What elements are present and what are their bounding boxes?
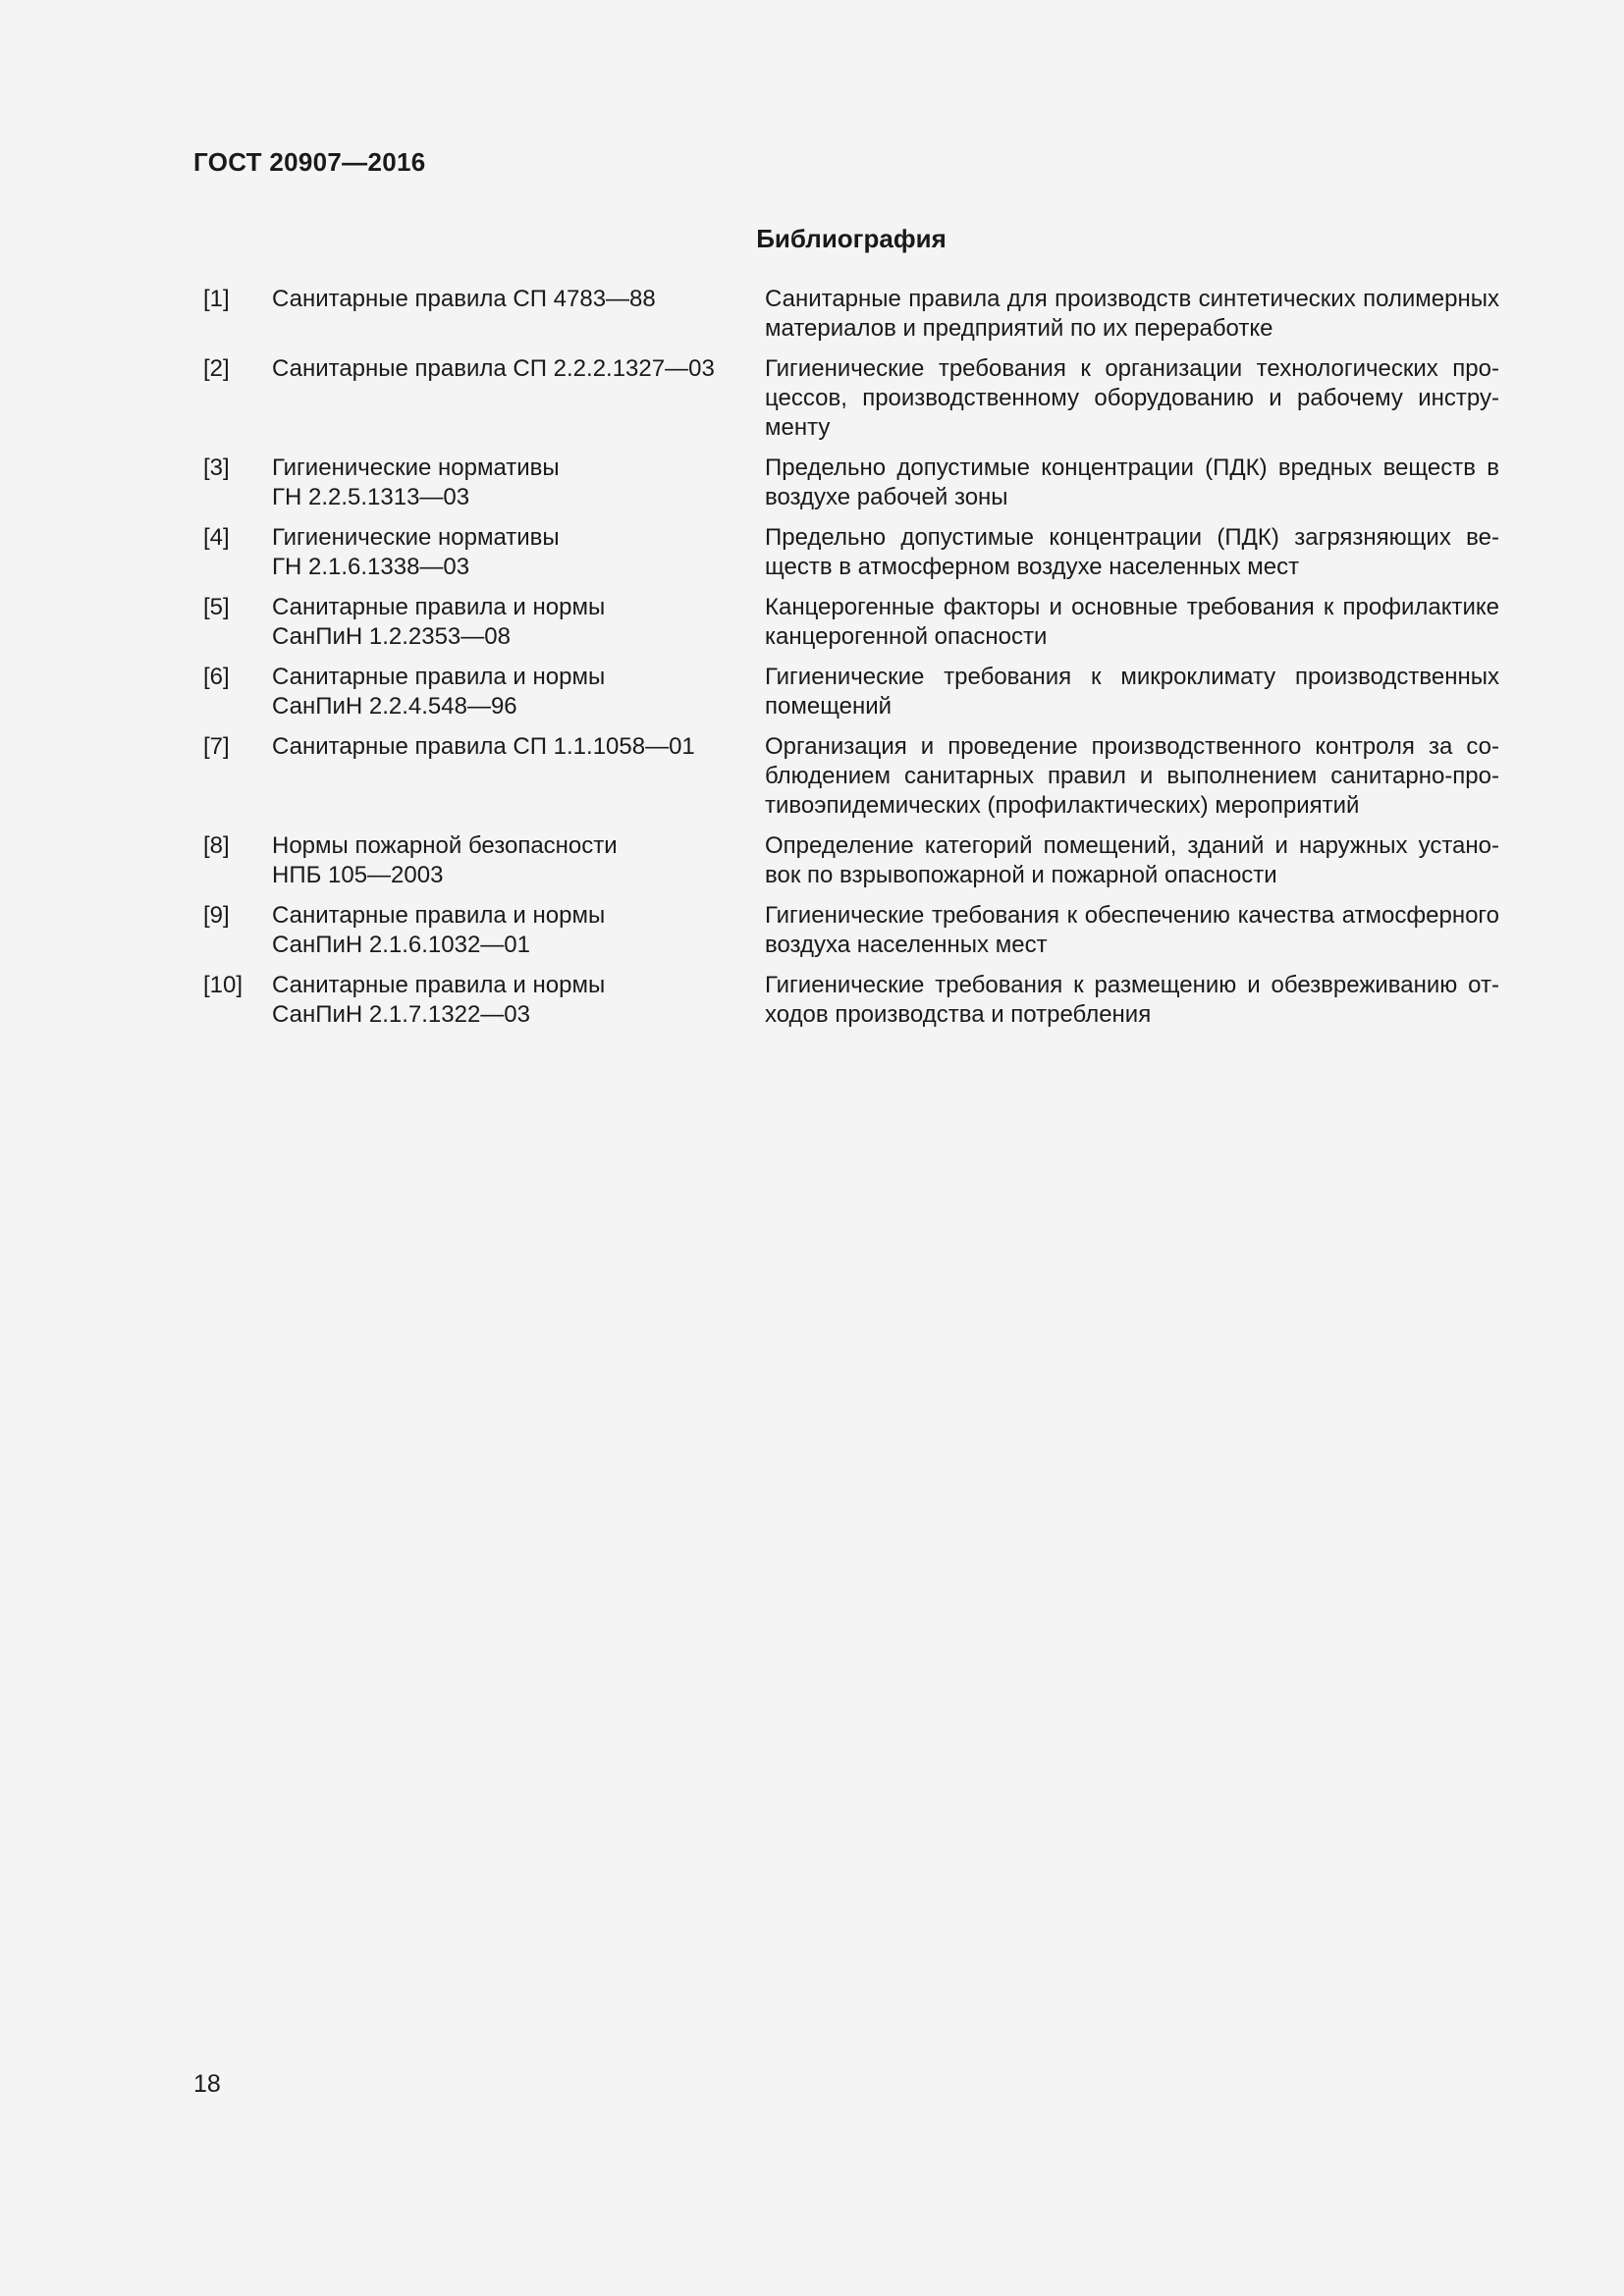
entry-source: Санитарные правила СП 2.2.2.1327—03 [272, 355, 715, 382]
document-code: ГОСТ 20907—2016 [193, 147, 426, 177]
bibliography-entry [203, 971, 1499, 1030]
entry-title: Санитарные правила для производств синтетических полимерных материалов и предприятий по их переработке [765, 286, 1499, 342]
entry-number: [6] [203, 664, 230, 690]
entry-number: [5] [203, 594, 230, 620]
section-title: Библиография [756, 224, 947, 253]
bibliography-entry [203, 593, 1499, 652]
bibliography-entry [203, 831, 1499, 890]
entry-source: Санитарные правила и нормы СанПиН 1.2.2353—08 [272, 594, 606, 650]
entry-title: Определение категорий помещений, зданий и наружных установок по взрывопожарной и пожарной опасности [765, 832, 1499, 888]
entry-source: Санитарные правила и нормы СанПиН 2.1.6.1032—01 [272, 902, 606, 958]
entry-source: Гигиенические нормативы ГН 2.2.5.1313—03 [272, 454, 560, 510]
bibliography-entry [203, 285, 1499, 344]
entry-source: Санитарные правила и нормы СанПиН 2.1.7.1322—03 [272, 972, 606, 1028]
bibliography-entry [203, 354, 1499, 443]
entry-title: Гигиенические требования к организации технологических процессов, производственному оборудованию и рабочему инструменту [765, 355, 1499, 441]
entry-source: Санитарные правила СП 4783—88 [272, 286, 656, 312]
bibliography-entry [203, 732, 1499, 821]
bibliography-list [203, 285, 1499, 1041]
entry-title: Предельно допустимые концентрации (ПДК) загрязняющих веществ в атмосферном воздухе населенных мест [765, 524, 1499, 580]
entry-number: [7] [203, 733, 230, 760]
page-number: 18 [193, 2070, 221, 2098]
entry-number: [4] [203, 524, 230, 551]
entry-number: [8] [203, 832, 230, 859]
bibliography-entry [203, 901, 1499, 960]
entry-title: Гигиенические требования к микроклимату производственных помещений [765, 664, 1499, 720]
entry-number: [1] [203, 286, 230, 312]
entry-title: Гигиенические требования к размещению и обезвреживанию отходов производства и потребления [765, 972, 1499, 1028]
bibliography-entry [203, 663, 1499, 721]
entry-number: [3] [203, 454, 230, 481]
entry-source: Нормы пожарной безопасности НПБ 105—2003 [272, 832, 618, 888]
entry-source: Гигиенические нормативы ГН 2.1.6.1338—03 [272, 524, 560, 580]
entry-title: Организация и проведение производственного контроля за соблюдением санитарных правил и выполнением санитарно-противоэпидемических (профилактических) мероприятий [765, 733, 1499, 819]
bibliography-entry [203, 523, 1499, 582]
entry-title: Канцерогенные факторы и основные требования к профилактике канцерогенной опасности [765, 594, 1499, 650]
entry-number: [9] [203, 902, 230, 929]
entry-title: Предельно допустимые концентрации (ПДК) вредных веществ в воздухе рабочей зоны [765, 454, 1499, 510]
entry-number: [2] [203, 355, 230, 382]
bibliography-entry [203, 454, 1499, 512]
entry-title: Гигиенические требования к обеспечению качества атмосферного воздуха населенных мест [765, 902, 1499, 958]
entry-source: Санитарные правила СП 1.1.1058—01 [272, 733, 695, 760]
entry-number: [10] [203, 972, 244, 998]
entry-source: Санитарные правила и нормы СанПиН 2.2.4.548—96 [272, 664, 606, 720]
